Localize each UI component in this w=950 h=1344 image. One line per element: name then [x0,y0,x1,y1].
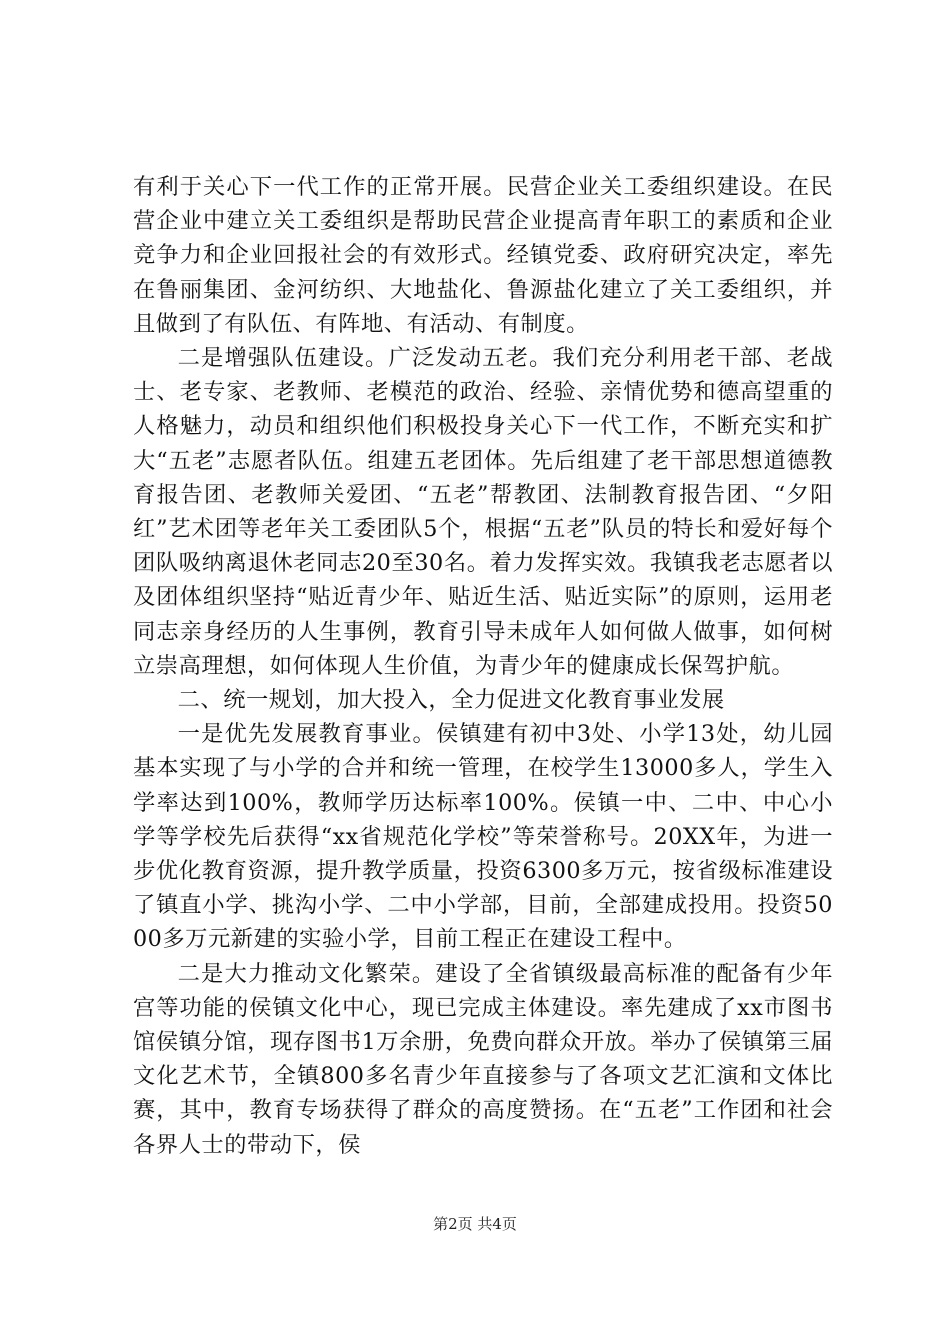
section-heading: 二、统一规划，加大投入，全力促进文化教育事业发展 [177,687,725,714]
paragraph: 有利于关心下一代工作的正常开展。民营企业关工委组织建设。在民营企业中建立关工委组织是帮助民营企业提高青年职工的素质和企业竞争力和企业回报社会的有效形式。经镇党委、政府研究决定，率先在鲁丽集团、金河纺织、大地盐化、鲁源盐化建立了关工委组织，并且做到了有队伍、有阵地、有活动、有制度。 [133,174,833,337]
paragraph: 一是优先发展教育事业。侯镇建有初中3处、小学13处，幼儿园基本实现了与小学的合并和统一管理，在校学生13000多人，学生入学率达到100%，教师学历达标率100%。侯镇一中、二中、中心小学等学校先后获得“xx省规范化学校”等荣誉称号。20XX年，为进一步优化教育资源，提升教学质量，投资6300多万元，按省级标准建设了镇直小学、挑沟小学、二中小学部，目前，全部建成投用。投资5000多万元新建的实验小学，目前工程正在建设工程中。 [133,721,833,953]
paragraph: 二是增强队伍建设。广泛发动五老。我们充分利用老干部、老战士、老专家、老教师、老模范的政治、经验、亲情优势和德高望重的人格魅力，动员和组织他们积极投身关心下一代工作，不断充实和扩大“五老”志愿者队伍。组建五老团体。先后组建了老干部思想道德教育报告团、老教师关爱团、“五老”帮教团、法制教育报告团、“夕阳红”艺术团等老年关工委团队5个，根据“五老”队员的特长和爱好每个团队吸纳离退休老同志20至30名。着力发挥实效。我镇我老志愿者以及团体组织坚持“贴近青少年、贴近生活、贴近实际”的原则，运用老同志亲身经历的人生事例，教育引导未成年人如何做人做事，如何树立崇高理想，如何体现人生价值，为青少年的健康成长保驾护航。 [133,345,833,679]
document-body [133,170,833,1162]
page-footer [0,1213,950,1234]
page-number: 第2页 共4页 [433,1215,517,1233]
paragraph: 二是大力推动文化繁荣。建设了全省镇级最高标准的配备有少年宫等功能的侯镇文化中心，现已完成主体建设。率先建成了xx市图书馆侯镇分馆，现存图书1万余册，免费向群众开放。举办了侯镇第三届文化艺术节，全镇800多名青少年直接参与了各项文艺汇演和文体比赛，其中，教育专场获得了群众的高度赞扬。在“五老”工作团和社会各界人士的带动下，侯 [133,960,833,1158]
